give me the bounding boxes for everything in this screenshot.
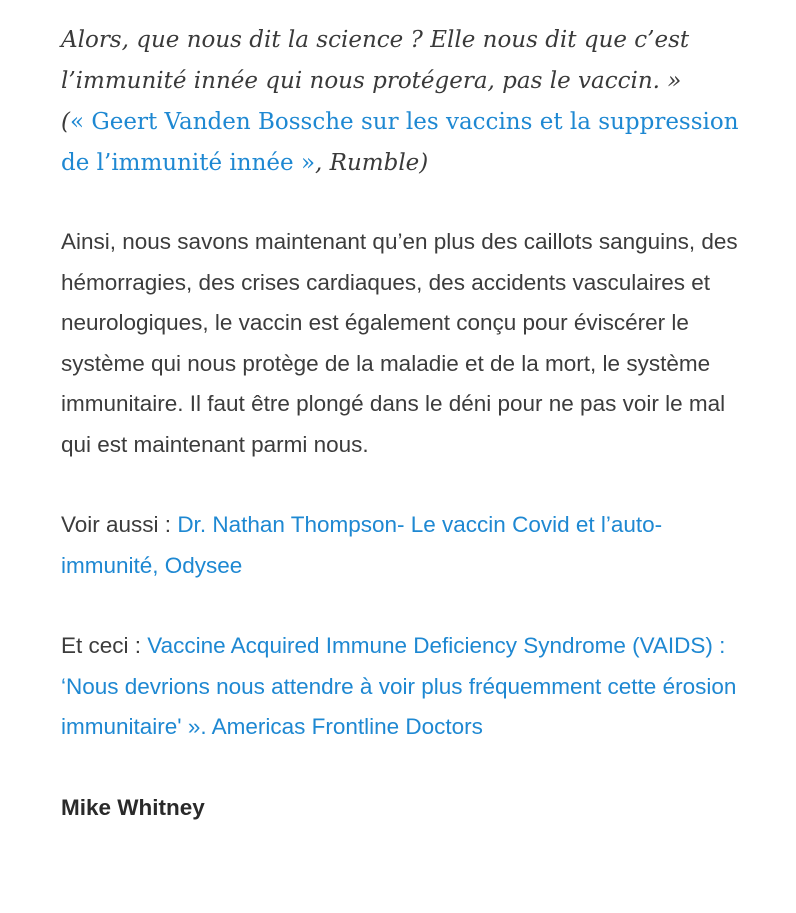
citation-separator: , — [315, 150, 330, 176]
citation-source: Rumble) — [329, 150, 429, 176]
main-paragraph: Ainsi, nous savons maintenant qu’en plus des caillots sanguins, des hémorragies, des crises cardiaques, des accidents vasculaires et neurologiques, le vaccin est également conçu pour éviscérer le système qui nous protège de la maladie et de la mort, le système immunitaire. Il faut être plongé dans le déni pour ne pas voir le mal qui est maintenant parmi nous. — [61, 229, 738, 457]
article-body — [61, 20, 741, 828]
quote-line-2: l’immunité innée qui nous protégera, pas le vaccin. » — [61, 68, 682, 94]
and-this-link[interactable]: Vaccine Acquired Immune Deficiency Syndrome (VAIDS) : ‘Nous devrions nous attendre à voir plus fréquemment cette érosion immunitaire' ». Americas Frontline Doctors — [61, 633, 737, 739]
see-also-link[interactable]: Dr. Nathan Thompson- Le vaccin Covid et l’auto-immunité, Odysee — [61, 512, 663, 578]
citation-link[interactable]: « Geert Vanden Bossche sur les vaccins et la suppression de l’immunité innée » — [61, 109, 739, 176]
citation-open-paren: ( — [61, 109, 70, 135]
and-this-prefix: Et ceci : — [61, 633, 148, 658]
author-name: Mike Whitney — [61, 794, 205, 820]
see-also-paragraph — [61, 505, 741, 586]
quote-line-1: Alors, que nous dit la science ? Elle nous dit que c’est — [61, 27, 690, 53]
and-this-paragraph — [61, 626, 741, 748]
blockquote — [61, 20, 741, 184]
see-also-prefix: Voir aussi : — [61, 512, 178, 537]
